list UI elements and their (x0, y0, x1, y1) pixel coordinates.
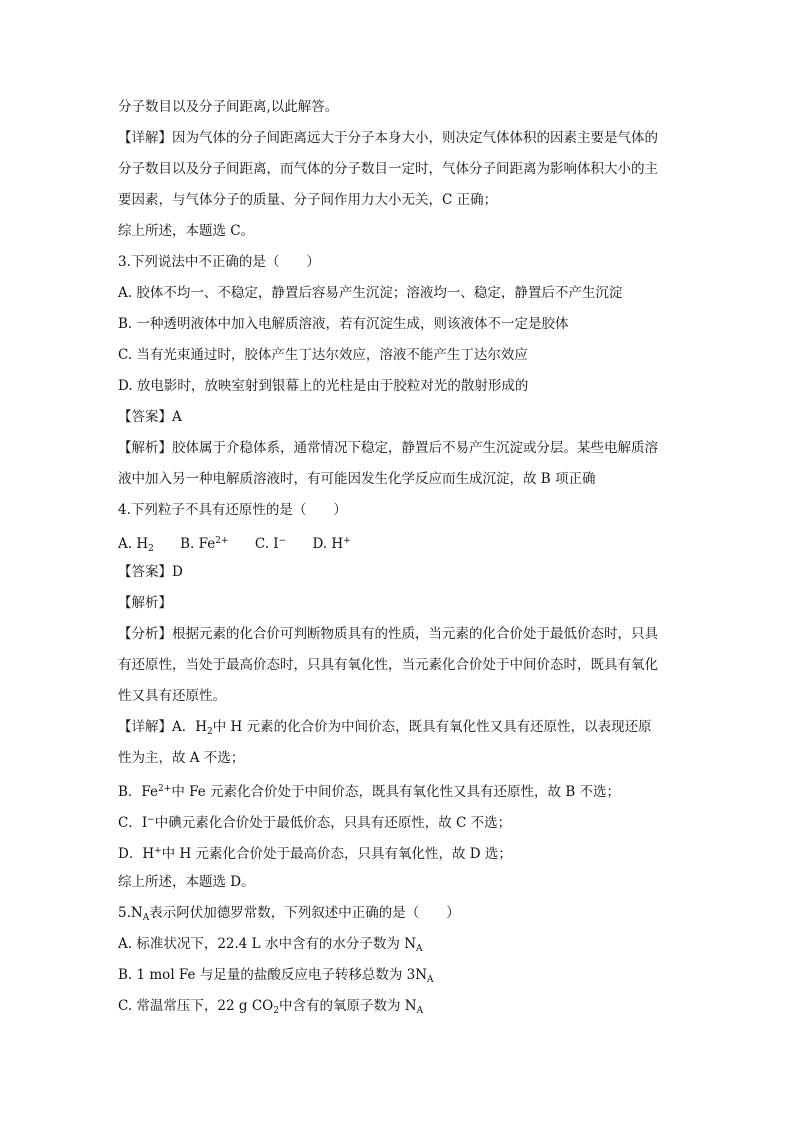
question-4-options (118, 526, 686, 557)
text-line: 【详解】因为气体的分子间距离远大于分子本身大小，则决定气体体积的因素主要是气体的 (118, 130, 658, 146)
question-4-analysis: 性又具有还原性。 (118, 688, 226, 704)
question-3-analysis: 【解析】胶体属于介稳体系，通常情况下稳定，静置后不易产生沉淀或分层。某些电解质溶 (118, 440, 658, 456)
question-3-option-a: A. 胶体不均一、不稳定，静置后容易产生沉淀；溶液均一、稳定，静置后不产生沉淀 (118, 285, 623, 301)
document-page (118, 92, 686, 1022)
question-3-analysis: 液中加入另一种电解质溶液时，有可能因发生化学反应而生成沉淀，故 B 项正确 (118, 471, 596, 487)
question-3-option-c: C. 当有光束通过时，胶体产生丁达尔效应，溶液不能产生丁达尔效应 (118, 347, 528, 363)
text-line: 分子数目以及分子间距离,以此解答。 (118, 99, 339, 115)
question-3-option-b: B. 一种透明液体中加入电解质溶液，若有沉淀生成，则该液体不一定是胶体 (118, 316, 569, 332)
question-5-option-c: C. 常温常压下，22 g $CO_2$中含有的氧原子数为 $N_A$ (118, 998, 424, 1016)
question-4-detail-b: B．$Fe^{2+}$中 Fe 元素化合价处于中间价态，既具有氧化性又具有还原性，故 B 不选； (118, 784, 621, 800)
question-4-option-d: D. H+ (312, 536, 351, 552)
question-3-answer: 【答案】A (118, 409, 182, 425)
question-4-analysis: 有还原性，当处于最高价态时，只具有氧化性，当元素化合价处于中间价态时，既具有氧化 (118, 657, 658, 673)
question-5-stem: $5.N_A$表示阿伏加德罗常数，下列叙述中正确的是（ ） (118, 905, 460, 923)
text-line: 分子数目以及分子间距离，而气体的分子数目一定时，气体分子间距离为影响体积大小的主 (118, 161, 658, 177)
question-4-summary: 综上所述，本题选 D。 (118, 874, 255, 890)
question-4-option-b: B. $Fe^{2+}$ (180, 536, 229, 552)
question-3-option-d: D. 放电影时，放映室射到银幕上的光柱是由于胶粒对光的散射形成的 (118, 378, 529, 394)
question-4-option-a: A. $H_2$ (118, 536, 154, 554)
question-4-option-c: C. I− (254, 536, 287, 552)
question-4-stem: 4.下列粒子不具有还原性的是（ ） (118, 502, 347, 518)
question-5-option-a: A. 标准状况下，22.4 L 水中含有的水分子数为 $N_A$ (118, 936, 423, 954)
question-4-detail-a: 【详解】A．$H_2$中 H 元素的化合价为中间价态，既具有氧化性又具有还原性，以表现还原 (118, 719, 652, 737)
question-5-option-b: B. 1 mol Fe 与足量的盐酸反应电子转移总数为 $3N_A$ (118, 967, 434, 985)
question-4-answer: 【答案】D (118, 564, 183, 580)
question-4-detail-a-cont: 性为主，故 A 不选； (118, 750, 245, 766)
text-line: 综上所述，本题选 C。 (118, 223, 255, 239)
question-4-analysis-heading: 【解析】 (118, 595, 172, 611)
question-3-stem: 3.下列说法中不正确的是（ ） (118, 254, 320, 270)
text-line: 要因素，与气体分子的质量、分子间作用力大小无关，C 正确； (118, 192, 498, 208)
question-4-detail-c: C．I−中碘元素化合价处于最低价态，只具有还原性，故 C 不选； (118, 815, 512, 831)
question-4-analysis: 【分析】根据元素的化合价可判断物质具有的性质，当元素的化合价处于最低价态时，只具 (118, 626, 658, 642)
question-4-detail-d: D．H+中 H 元素化合价处于最高价态，只具有氧化性，故 D 选； (118, 846, 512, 862)
